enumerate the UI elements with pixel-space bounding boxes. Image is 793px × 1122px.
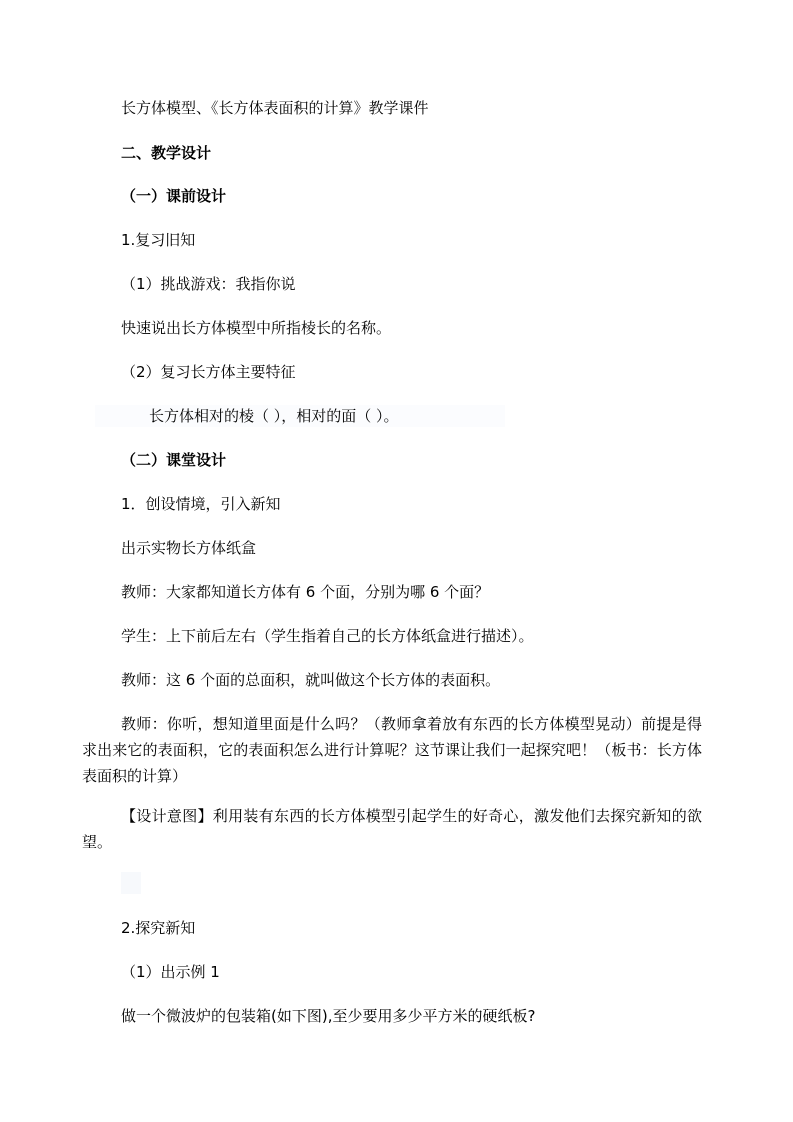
teacher-question-line: 教师：大家都知道长方体有 6 个面，分别为哪 6 个面？ (121, 583, 490, 601)
subsection-heading-in-class: （二）课堂设计 (121, 451, 227, 469)
show-box-line: 出示实物长方体纸盒 (121, 539, 257, 557)
subsection-heading-pre-class: （一）课前设计 (121, 187, 227, 205)
teacher-statement-line: 教师：这 6 个面的总面积，就叫做这个长方体的表面积。 (121, 671, 501, 689)
game-line: （1）挑战游戏：我指你说 (121, 275, 296, 293)
features-line: （2）复习长方体主要特征 (121, 363, 296, 381)
design-intent-paragraph: 【设计意图】利用装有东西的长方体模型引起学生的好奇心，激发他们去探究新知的欲望。 (82, 807, 702, 851)
student-answer-line: 学生：上下前后左右（学生指着自己的长方体纸盒进行描述）。 (121, 627, 534, 645)
blank-mark (121, 872, 141, 894)
fill-blank-line (95, 405, 505, 427)
fill-blank-text: 长方体相对的棱（ ），相对的面（ ）。 (149, 407, 399, 425)
materials-line: 长方体模型、《长方体表面积的计算》教学课件 (121, 99, 429, 117)
review-heading: 1.复习旧知 (121, 231, 196, 249)
problem-line: 做一个微波炉的包装箱(如下图),至少要用多少平方米的硬纸板? (121, 1007, 536, 1025)
explore-heading: 2.探究新知 (121, 919, 196, 937)
teacher-paragraph: 教师：你听，想知道里面是什么吗？（教师拿着放有东西的长方体模型晃动）前提是得求出来它的表面积，它的表面积怎么进行计算呢？这节课让我们一起探究吧！（板书：长方体表面积的计算） (82, 715, 702, 785)
section-heading-teaching-design: 二、教学设计 (121, 144, 212, 162)
game-description: 快速说出长方体模型中所指棱长的名称。 (121, 319, 392, 337)
scenario-heading: 1．创设情境，引入新知 (121, 495, 281, 513)
example-line: （1）出示例 1 (121, 963, 220, 981)
